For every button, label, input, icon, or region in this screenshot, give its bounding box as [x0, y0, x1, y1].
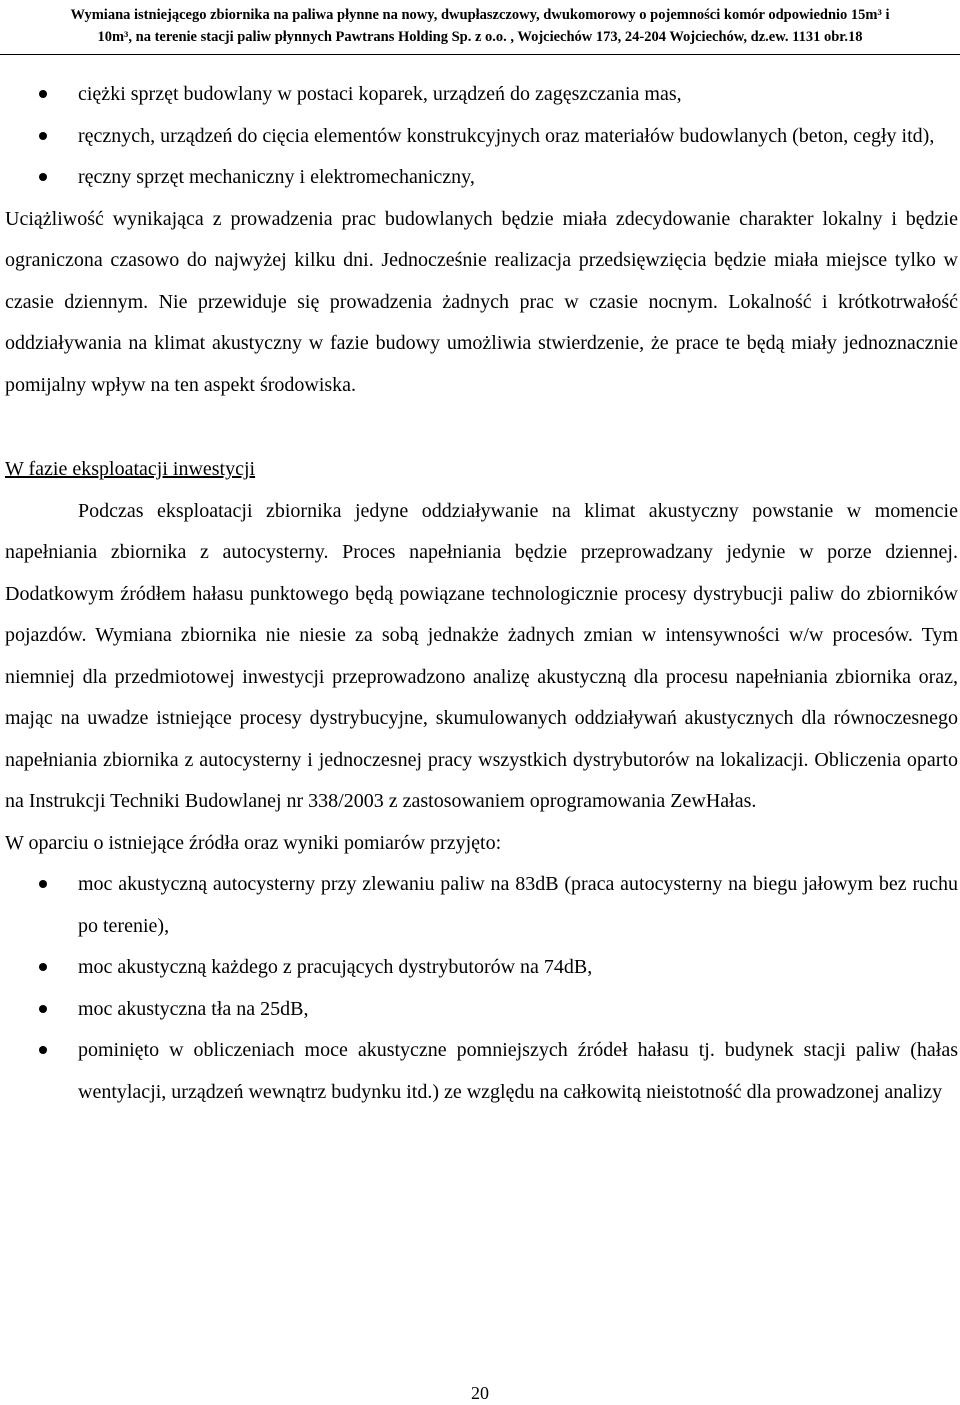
list-item: ręcznych, urządzeń do cięcia elementów konstrukcyjnych oraz materiałów budowlanych (beton, cegły itd), [5, 116, 958, 158]
list-item: pominięto w obliczeniach moce akustyczne pomniejszych źródeł hałasu tj. budynek stacji paliw (hałas wentylacji, urządzeń wewnątrz budynku itd.) ze względu na całkowitą nieistotność dla prowadzonej analizy [5, 1030, 958, 1113]
list-item: moc akustyczną autocysterny przy zlewaniu paliw na 83dB (praca autocysterny na biegu jałowym bez ruchu po terenie), [5, 864, 958, 947]
page-number: 20 [471, 1383, 489, 1403]
page-header [0, 0, 960, 55]
header-line-1: Wymiana istniejącego zbiornika na paliwa płynne na nowy, dwupłaszczowy, dwukomorowy o pojemności komór odpowiednio 15m³ i [70, 7, 890, 23]
equipment-list [5, 74, 958, 199]
list-item: ręczny sprzęt mechaniczny i elektromechaniczny, [5, 157, 958, 199]
list-item: moc akustyczną każdego z pracujących dystrybutorów na 74dB, [5, 947, 958, 989]
assumptions-list [5, 864, 958, 1113]
section-heading: W fazie eksploatacji inwestycji [5, 458, 256, 480]
assumptions-intro: W oparciu o istniejące źródła oraz wyniki pomiarów przyjęto: [5, 831, 502, 854]
header-line-2: 10m³, na terenie stacji paliw płynnych Pawtrans Holding Sp. z o.o. , Wojciechów 173, 24-204 Wojciechów, dz.ew. 1131 obr.18 [97, 29, 863, 45]
document-body [5, 74, 958, 1113]
list-item: ciężki sprzęt budowlany w postaci koparek, urządzeń do zagęszczania mas, [5, 74, 958, 116]
paragraph-operation-noise: Podczas eksploatacji zbiornika jedyne oddziaływanie na klimat akustyczny powstanie w momencie napełniania zbiornika z autocysterny. Proces napełniania będzie przeprowadzany jedynie w porze dziennej. Dodatkowym źródłem hałasu punktowego będą powiązane technologicznie procesy dystrybucji paliw do zbiorników pojazdów. Wymiana zbiornika nie niesie za sobą jednakże żadnych zmian w intensywności w/w procesów. Tym niemniej dla przedmiotowej inwestycji przeprowadzono analizę akustyczną dla procesu napełniania zbiornika oraz, mając na uwadze istniejące procesy dystrybucyjne, skumulowanych oddziaływań akustycznych dla równoczesnego napełniania zbiornika z autocysterny i jednoczesnej pracy wszystkich dystrybutorów na lokalizacji. Obliczenia oparto na Instrukcji Techniki Budowlanej nr 338/2003 z zastosowaniem oprogramowania ZewHałas. [5, 499, 958, 812]
paragraph-construction-noise: Uciążliwość wynikająca z prowadzenia prac budowlanych będzie miała zdecydowanie charakter lokalny i będzie ograniczona czasowo do najwyżej kilku dni. Jednocześnie realizacja przedsięwzięcia będzie miała miejsce tylko w czasie dziennym. Nie przewiduje się prowadzenia żadnych prac w czasie nocnym. Lokalność i krótkotrwałość oddziaływania na klimat akustyczny w fazie budowy umożliwia stwierdzenie, że prace te będą miały jednoznacznie pomijalny wpływ na ten aspekt środowiska. [5, 207, 958, 396]
list-item: moc akustyczna tła na 25dB, [5, 989, 958, 1031]
